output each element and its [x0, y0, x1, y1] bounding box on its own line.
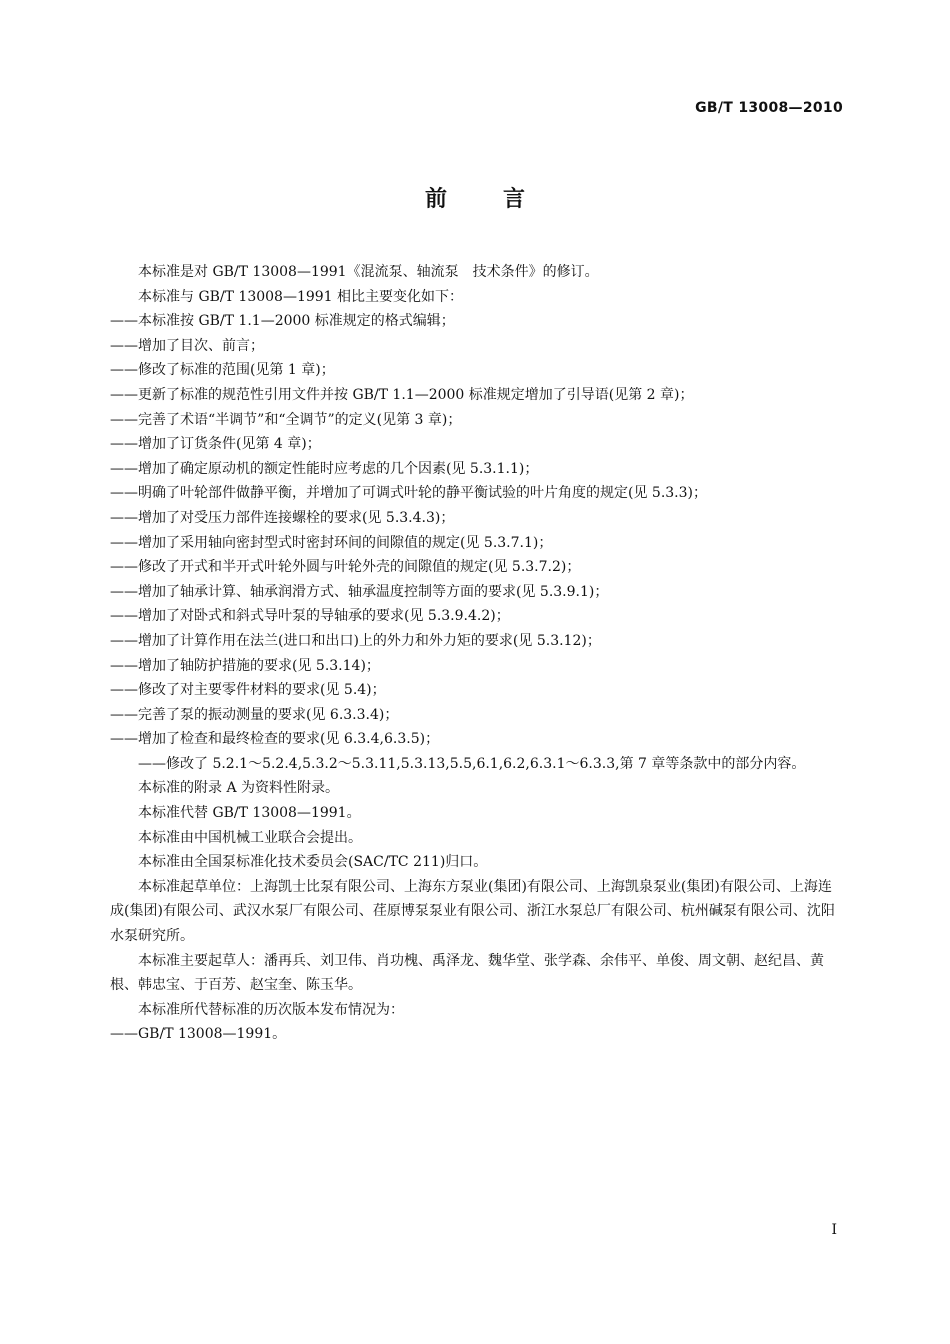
body-paragraph: 本标准的附录 A 为资料性附录。: [138, 780, 340, 797]
change-list-item: ——增加了订货条件(见第 4 章)；: [110, 436, 321, 453]
body-paragraph: 本标准是对 GB/T 13008—1991《混流泵、轴流泵 技术条件》的修订。: [138, 264, 599, 280]
change-list-item: ——完善了术语“半调节”和“全调节”的定义(见第 3 章)；: [110, 411, 462, 428]
body-paragraph: 本标准所代替标准的历次版本发布情况为：: [138, 1001, 404, 1018]
change-list-item: ——本标准按 GB/T 1.1—2000 标准规定的格式编辑；: [110, 313, 455, 330]
change-list-item: ——修改了开式和半开式叶轮外圆与叶轮外壳的间隙值的规定(见 5.3.7.2)；: [110, 559, 581, 576]
change-list-item: ——增加了对受压力部件连接螺栓的要求(见 5.3.4.3)；: [110, 509, 455, 526]
change-list-item: ——增加了轴防护措施的要求(见 5.3.14)；: [110, 657, 380, 674]
standard-code: GB/T 13008—2010: [695, 100, 843, 116]
foreword-body: [110, 260, 844, 1047]
change-list-item: ——增加了计算作用在法兰(进口和出口)上的外力和外力矩的要求(见 5.3.12)；: [110, 632, 601, 649]
change-list-item: ——更新了标准的规范性引用文件并按 GB/T 1.1—2000 标准规定增加了引导语(见第 2 章)；: [110, 386, 694, 403]
body-paragraph: 本标准与 GB/T 13008—1991 相比主要变化如下：: [138, 288, 464, 305]
body-paragraph: 本标准主要起草人：潘再兵、刘卫伟、肖功槐、禹泽龙、魏华堂、张学森、余伟平、单俊、周文朝、赵纪昌、黄根、韩忠宝、于百芳、赵宝奎、陈玉华。: [110, 952, 824, 994]
change-list-item: ——GB/T 13008—1991。: [110, 1026, 287, 1043]
page-title: [0, 182, 950, 213]
change-list-item: ——修改了 5.2.1～5.2.4,5.3.2～5.3.11,5.3.13,5.5,6.1,6.2,6.3.1～6.3.3,第 7 章等条款中的部分内容。: [138, 755, 806, 772]
body-paragraph: 本标准起草单位：上海凯士比泵有限公司、上海东方泵业(集团)有限公司、上海凯泉泵业(集团)有限公司、上海连成(集团)有限公司、武汉水泵厂有限公司、荏原博泵泵业有限公司、浙江水泵总厂有限公司、杭州碱泵有限公司、沈阳水泵研究所。: [110, 878, 835, 945]
change-list-item: ——明确了叶轮部件做静平衡，并增加了可调式叶轮的静平衡试验的叶片角度的规定(见 5.3.3)；: [110, 485, 707, 502]
body-paragraph: 本标准由中国机械工业联合会提出。: [138, 829, 362, 846]
change-list-item: ——增加了对卧式和斜式导叶泵的导轴承的要求(见 5.3.9.4.2)；: [110, 608, 510, 625]
change-list-item: ——增加了目次、前言；: [110, 337, 264, 354]
body-paragraph: 本标准由全国泵标准化技术委员会(SAC/TC 211)归口。: [138, 854, 488, 871]
page-number: I: [831, 1222, 837, 1238]
change-list-item: ——增加了采用轴向密封型式时密封环间的间隙值的规定(见 5.3.7.1)；: [110, 534, 553, 551]
change-list-item: ——增加了检查和最终检查的要求(见 6.3.4,6.3.5)；: [110, 731, 440, 748]
change-list-item: ——增加了轴承计算、轴承润滑方式、轴承温度控制等方面的要求(见 5.3.9.1)；: [110, 583, 609, 600]
change-list-item: ——修改了对主要零件材料的要求(见 5.4)；: [110, 682, 386, 699]
title-part-2: 言: [503, 187, 526, 212]
body-paragraph: 本标准代替 GB/T 13008—1991。: [138, 805, 361, 822]
change-list-item: ——增加了确定原动机的额定性能时应考虑的几个因素(见 5.3.1.1)；: [110, 460, 539, 477]
title-part-1: 前: [424, 187, 447, 212]
change-list-item: ——完善了泵的振动测量的要求(见 6.3.3.4)；: [110, 706, 399, 723]
change-list-item: ——修改了标准的范围(见第 1 章)；: [110, 362, 335, 379]
